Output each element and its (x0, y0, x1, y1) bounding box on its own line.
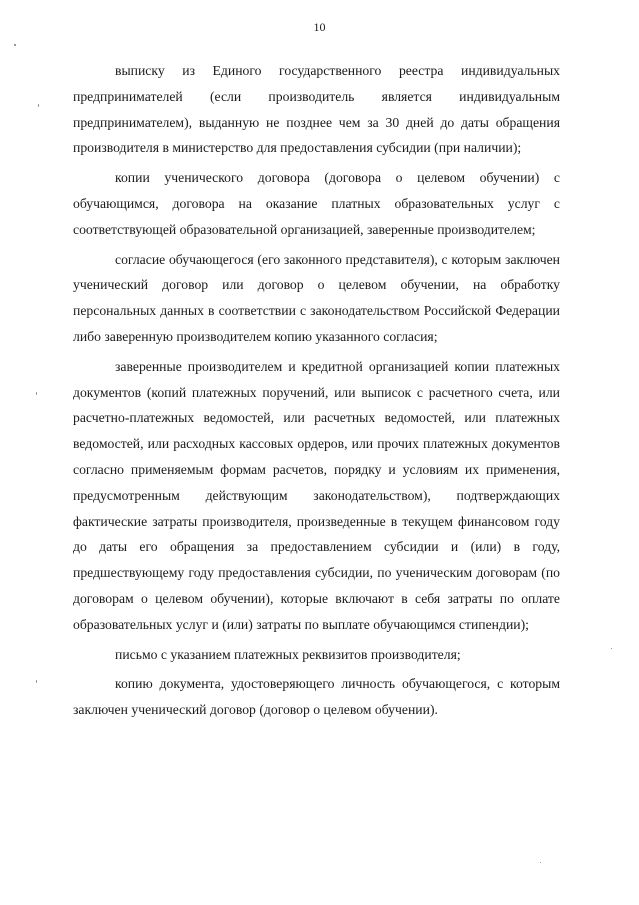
paragraph-payment-documents: заверенные производителем и кредитной организацией копии платежных документов (копий платежных поручений, или выписок с расчетного счета, или расчетно-платежных ведомостей, или расчетных ведомостей, или платежных ведомостей, или расходных кассовых ордеров, или прочих платежных документов согласно применяемым формам расчетов, порядку и условиям их применения, предусмотренным действующим законодательством), подтверждающих фактические затраты производителя, произведенные в текущем финансовом году до даты его обращения за предоставлением субсидии и (или) в году, предшествующему году предоставления субсидии, по ученическим договорам (по договорам о целевом обучении), которые включают в себя затраты по оплате образовательных услуг и (или) затраты по выплате обучающимся стипендии); (73, 358, 560, 632)
scan-speck (540, 862, 541, 863)
paragraph-training-contract-copies: копии ученического договора (договора о целевом обучении) с обучающимся, договора на оказание платных образовательных услуг с соответствующей образовательной организацией, заверенные производителем; (73, 170, 560, 237)
scan-speck (38, 104, 39, 107)
scan-speck (14, 44, 16, 46)
paragraph-egrip-extract: выписку из Единого государственного реестра индивидуальных предпринимателей (если производитель является индивидуальным предпринимателем), выданную не позднее чем за 30 дней до даты обращения производителя в министерство для предоставления субсидии (при наличии); (73, 63, 560, 156)
paragraph-identity-document-copy: копию документа, удостоверяющего личность обучающегося, с которым заключен ученический договор (договор о целевом обучении). (73, 676, 560, 718)
page-number: 10 (313, 20, 326, 34)
paragraph-personal-data-consent: согласие обучающегося (его законного представителя), с которым заключен ученический договор или договор о целевом обучении, на обработку персональных данных в соответствии с законодательством Российской Федерации либо заверенную производителем копию указанного согласия; (73, 251, 560, 344)
scan-speck (611, 648, 612, 649)
scan-speck (36, 392, 37, 395)
document-body (73, 58, 560, 723)
scan-speck (36, 680, 37, 683)
paragraph-payment-details-letter: письмо с указанием платежных реквизитов производителя; (115, 646, 461, 662)
